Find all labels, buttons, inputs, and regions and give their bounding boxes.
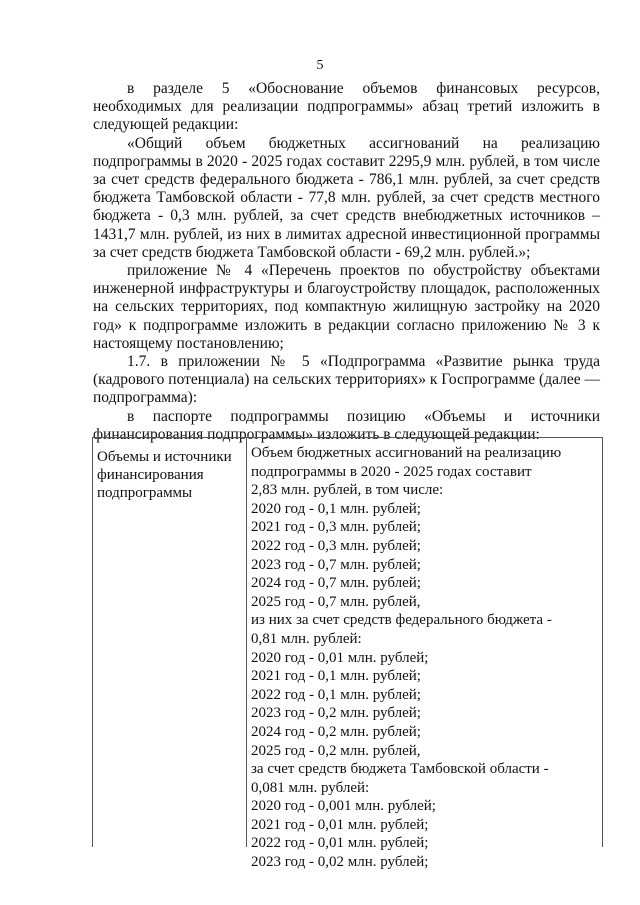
table-line: 2023 год - 0,7 млн. рублей; [251,556,421,573]
table-line: 2021 год - 0,3 млн. рублей; [251,519,421,536]
table-line: 2020 год - 0,001 млн. рублей; [251,798,436,815]
table-right-cell [247,438,602,871]
page-number: 5 [316,58,324,73]
document-body [93,80,600,444]
table-line: Объем бюджетных ассигнований на реализацию [251,445,562,461]
table-line: 0,081 млн. рублей: [251,779,370,796]
financing-table [92,437,603,871]
table-line: 2020 год - 0,01 млн. рублей; [251,649,429,666]
paragraph-total-budget: «Общий объем бюджетных ассигнований на реализацию подпрограммы в 2020 - 2025 годах составит 2295,9 млн. рублей, в том числе за счет средств федерального бюджета - 786,1 млн. рублей, за счет средств бюджета Тамбовской области - 77,8 млн. рублей, за счет средств местного бюджета - 0,3 млн. рублей, за счет средств внебюджетных источников – 1431,7 млн. рублей, из них в лимитах адресной инвестиционной программы за счет средств бюджета Тамбовской области - 69,2 млн. рублей.»; [93,134,600,261]
table-line: 2023 год - 0,02 млн. рублей; [251,854,429,871]
table-line: 2025 год - 0,7 млн. рублей, [251,593,421,610]
paragraph-section5-intro: в разделе 5 «Обоснование объемов финансовых ресурсов, необходимых для реализации подпрограммы» абзац третий изложить в следующей редакции: [93,80,600,134]
table-line: 2024 год - 0,7 млн. рублей; [251,575,421,592]
table-line: 2022 год - 0,01 млн. рублей; [251,835,429,852]
table-line: 2022 год - 0,1 млн. рублей; [251,686,421,703]
table-line: из них за счет средств федерального бюджета - [251,612,552,629]
paragraph-passport: в паспорте подпрограммы позицию «Объемы и источники финансирования подпрограммы» изложить в следующей редакции: [93,407,600,443]
table-line: 2020 год - 0,1 млн. рублей; [251,500,421,517]
table-line: 0,81 млн. рублей: [251,630,362,647]
table-line: 2,83 млн. рублей, в том числе: [251,482,444,499]
table-line: 2022 год - 0,3 млн. рублей; [251,537,421,554]
paragraph-item-1-7: 1.7. в приложении № 5 «Подпрограмма «Развитие рынка труда (кадрового потенциала) на сельских территориях» к Госпрограмме (далее — подпрограмма): [93,353,600,407]
table-line: 2024 год - 0,2 млн. рублей; [251,723,421,740]
table-line: подпрограммы в 2020 - 2025 годах составит [251,463,532,480]
table-line: за счет средств бюджета Тамбовской области - [251,761,549,778]
table-left-cell: Объемы и источники финансирования подпрограммы [93,438,247,847]
paragraph-appendix4: приложение № 4 «Перечень проектов по обустройству объектами инженерной инфраструктуры и благоустройству площадок, расположенных на сельских территориях, под компактную жилищную застройку на 2020 год» к подпрограмме изложить в редакции согласно приложению № 3 к настоящему постановлению; [93,262,600,352]
table-line: 2025 год - 0,2 млн. рублей, [251,742,421,759]
table-line: 2021 год - 0,1 млн. рублей; [251,668,421,685]
table-line: 2023 год - 0,2 млн. рублей; [251,705,421,722]
table-line: 2021 год - 0,01 млн. рублей; [251,816,429,833]
